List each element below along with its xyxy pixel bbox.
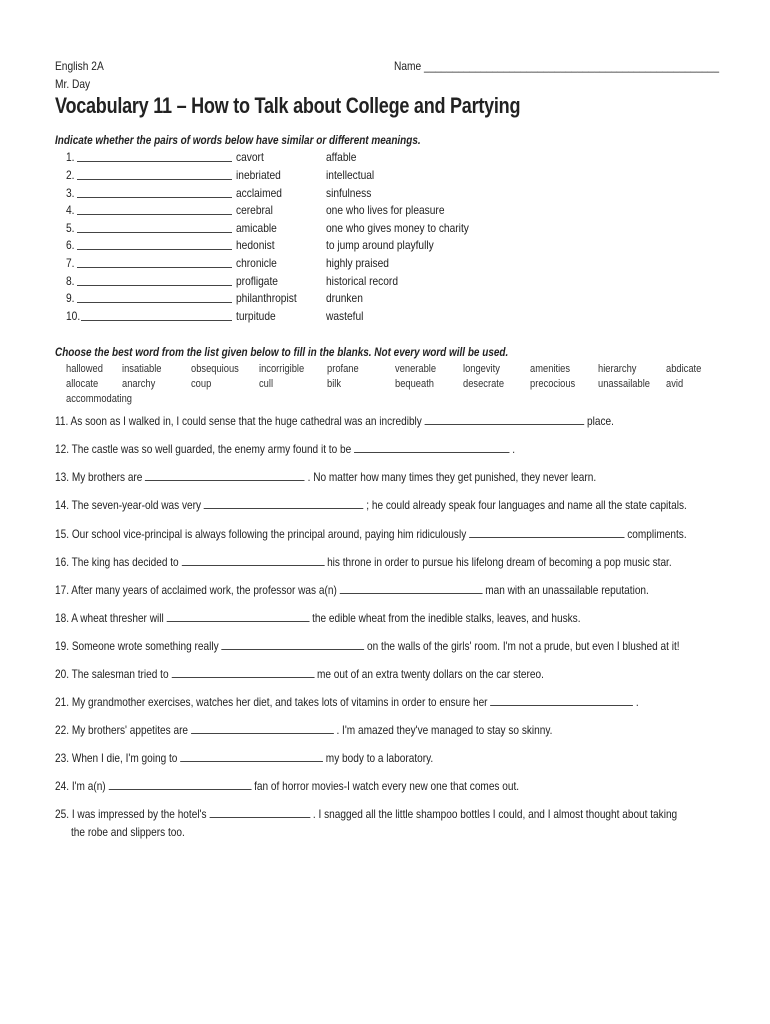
- answer-blank[interactable]: [425, 414, 585, 425]
- answer-blank[interactable]: [221, 639, 364, 650]
- vocab-word: profligate: [236, 274, 278, 288]
- sentence-text: .: [633, 695, 639, 709]
- section2-instructions: Choose the best word from the list given below to fill in the blanks. Not every word will be used.: [55, 345, 509, 359]
- vocab-word: cavort: [236, 150, 264, 164]
- sentence-text: the edible wheat from the inedible stalks, leaves, and husks.: [309, 611, 581, 625]
- sentence-item: [55, 723, 735, 737]
- vocab-meaning: to jump around playfully: [326, 238, 434, 252]
- answer-blank[interactable]: [181, 555, 324, 566]
- answer-blank[interactable]: [77, 197, 232, 198]
- vocab-meaning: wasteful: [326, 309, 364, 323]
- sentence-item: [55, 442, 735, 456]
- bank-word: incorrigible: [259, 363, 305, 375]
- matching-item: [0, 168, 770, 186]
- item-number: 7.: [66, 256, 75, 270]
- answer-blank[interactable]: [340, 583, 483, 594]
- sentence-item: [55, 695, 735, 709]
- sentence-item: [55, 583, 735, 597]
- sentence-item: [55, 667, 735, 681]
- bank-word: venerable: [395, 363, 437, 375]
- sentence-text: my body to a laboratory.: [322, 751, 434, 765]
- sentence-text: 21. My grandmother exercises, watches her diet, and takes lots of vitamins in order to ensure her: [55, 695, 491, 709]
- vocab-word: hedonist: [236, 238, 275, 252]
- answer-blank[interactable]: [171, 667, 314, 678]
- bank-word: hierarchy: [598, 363, 637, 375]
- sentence-text: 17. After many years of acclaimed work, the professor was a(n): [55, 583, 340, 597]
- bank-word: hallowed: [66, 363, 103, 375]
- sentence-text: 15. Our school vice-principal is always following the principal around, paying him ridiculously: [55, 527, 470, 541]
- sentence-item: [55, 555, 735, 569]
- vocab-meaning: drunken: [326, 291, 363, 305]
- sentence-text: compliments.: [624, 527, 687, 541]
- sentence-text: his throne in order to pursue his lifelong dream of becoming a pop music star.: [324, 555, 672, 569]
- vocab-meaning: one who gives money to charity: [326, 221, 469, 235]
- sentence-item: [55, 498, 735, 512]
- answer-blank[interactable]: [180, 751, 323, 762]
- matching-item: [0, 238, 770, 256]
- page-title: Vocabulary 11 – How to Talk about College and Partying: [55, 93, 521, 118]
- bank-word: avid: [666, 378, 684, 390]
- answer-blank[interactable]: [145, 470, 305, 481]
- sentence-text: 25. I was impressed by the hotel's: [55, 807, 210, 821]
- answer-blank[interactable]: [108, 779, 251, 790]
- answer-blank[interactable]: [77, 161, 232, 162]
- sentence-text: 24. I'm a(n): [55, 779, 109, 793]
- sentence-text: 18. A wheat thresher will: [55, 611, 167, 625]
- name-field[interactable]: Name ____________________________________________________: [394, 59, 720, 73]
- answer-blank[interactable]: [469, 527, 624, 538]
- answer-blank[interactable]: [77, 267, 232, 268]
- bank-word: insatiable: [122, 363, 162, 375]
- answer-blank[interactable]: [490, 695, 633, 706]
- bank-word: abdicate: [666, 363, 702, 375]
- answer-blank[interactable]: [209, 807, 310, 818]
- sentence-text: 11. As soon as I walked in, I could sense that the huge cathedral was an incredibly: [55, 414, 425, 428]
- bank-word: cull: [259, 378, 274, 390]
- bank-word: coup: [191, 378, 212, 390]
- sentence-text: me out of an extra twenty dollars on the car stereo.: [314, 667, 544, 681]
- bank-word: bilk: [327, 378, 342, 390]
- item-number: 10.: [66, 309, 81, 323]
- vocab-word: philanthropist: [236, 291, 297, 305]
- sentence-text: 13. My brothers are: [55, 470, 146, 484]
- vocab-word: acclaimed: [236, 186, 282, 200]
- sentence-item: [55, 639, 735, 653]
- answer-blank[interactable]: [204, 498, 364, 509]
- matching-item: [0, 150, 770, 168]
- sentence-item: [55, 807, 735, 821]
- sentence-text: 14. The seven-year-old was very: [55, 498, 204, 512]
- bank-word: obsequious: [191, 363, 239, 375]
- sentence-text: 19. Someone wrote something really: [55, 639, 222, 653]
- sentence-item: [55, 751, 735, 765]
- course-label: English 2A: [55, 59, 104, 73]
- section1-instructions: Indicate whether the pairs of words below have similar or different meanings.: [55, 133, 421, 147]
- item-number: 9.: [66, 291, 75, 305]
- vocab-word: cerebral: [236, 203, 273, 217]
- matching-item: [0, 291, 770, 309]
- sentence-item: [55, 611, 735, 625]
- sentence-text: 16. The king has decided to: [55, 555, 182, 569]
- word-bank: [0, 363, 770, 408]
- sentence-text: 23. When I die, I'm going to: [55, 751, 181, 765]
- answer-blank[interactable]: [77, 214, 232, 215]
- vocab-meaning: historical record: [326, 274, 398, 288]
- bank-word: precocious: [530, 378, 576, 390]
- item-number: 8.: [66, 274, 75, 288]
- vocab-word: turpitude: [236, 309, 276, 323]
- item-number: 6.: [66, 238, 75, 252]
- matching-item: [0, 256, 770, 274]
- vocab-meaning: highly praised: [326, 256, 389, 270]
- bank-word: profane: [327, 363, 359, 375]
- bank-word: amenities: [530, 363, 571, 375]
- answer-blank[interactable]: [167, 611, 310, 622]
- bank-word: anarchy: [122, 378, 156, 390]
- item-number: 4.: [66, 203, 75, 217]
- bank-word: longevity: [463, 363, 500, 375]
- vocab-meaning: one who lives for pleasure: [326, 203, 445, 217]
- bank-word: allocate: [66, 378, 99, 390]
- item-number: 3.: [66, 186, 75, 200]
- answer-blank[interactable]: [81, 320, 232, 321]
- sentence-text: place.: [584, 414, 614, 428]
- sentence-text: on the walls of the girls' room. I'm not a prude, but even I blushed at it!: [364, 639, 680, 653]
- answer-blank[interactable]: [354, 442, 509, 453]
- answer-blank[interactable]: [77, 302, 232, 303]
- sentence-text: . No matter how many times they get punished, they never learn.: [304, 470, 597, 484]
- bank-word: desecrate: [463, 378, 505, 390]
- matching-item: [0, 309, 770, 327]
- item-number: 2.: [66, 168, 75, 182]
- sentence-text: 20. The salesman tried to: [55, 667, 172, 681]
- sentence-item: [55, 527, 735, 541]
- sentence-item: [55, 414, 735, 428]
- sentence-text: . I snagged all the little shampoo bottles I could, and I almost thought about taking: [310, 807, 678, 821]
- vocab-meaning: intellectual: [326, 168, 375, 182]
- sentence-continuation: the robe and slippers too.: [71, 825, 185, 839]
- answer-blank[interactable]: [77, 249, 232, 250]
- matching-item: [0, 274, 770, 292]
- item-number: 1.: [66, 150, 75, 164]
- bank-word: unassailable: [598, 378, 650, 390]
- matching-item: [0, 221, 770, 239]
- teacher-label: Mr. Day: [55, 77, 91, 91]
- item-number: 5.: [66, 221, 75, 235]
- matching-item: [0, 186, 770, 204]
- sentence-text: 22. My brothers' appetites are: [55, 723, 191, 737]
- sentence-text: fan of horror movies-I watch every new one that comes out.: [251, 779, 520, 793]
- answer-blank[interactable]: [77, 232, 232, 233]
- sentence-text: man with an unassailable reputation.: [482, 583, 649, 597]
- matching-item: [0, 203, 770, 221]
- vocab-meaning: affable: [326, 150, 357, 164]
- bank-word: accommodating: [66, 393, 133, 405]
- vocab-word: chronicle: [236, 256, 277, 270]
- answer-blank[interactable]: [191, 723, 334, 734]
- sentence-text: 12. The castle was so well guarded, the enemy army found it to be: [55, 442, 355, 456]
- vocab-word: amicable: [236, 221, 277, 235]
- sentence-text: .: [509, 442, 516, 456]
- vocab-word: inebriated: [236, 168, 281, 182]
- answer-blank[interactable]: [77, 179, 232, 180]
- sentence-text: . I'm amazed they've managed to stay so skinny.: [333, 723, 553, 737]
- sentence-item: [55, 779, 735, 793]
- sentence-item: [55, 470, 735, 484]
- sentence-text: ; he could already speak four languages and name all the state capitals.: [363, 498, 687, 512]
- answer-blank[interactable]: [77, 285, 232, 286]
- bank-word: bequeath: [395, 378, 435, 390]
- vocab-meaning: sinfulness: [326, 186, 372, 200]
